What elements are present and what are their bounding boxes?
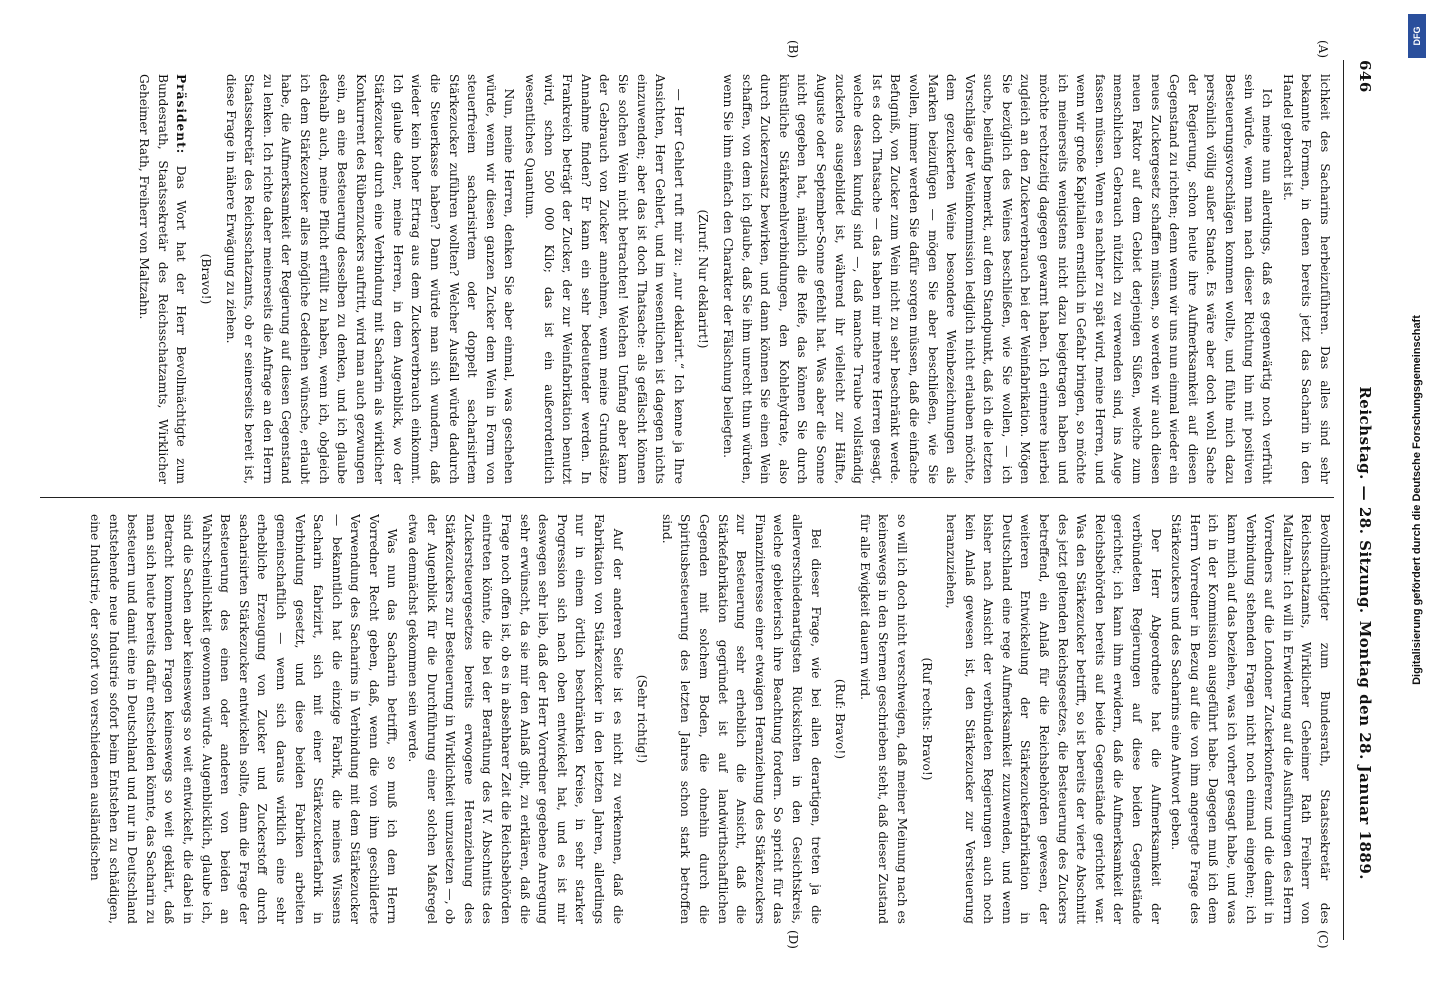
paragraph-text: Nun, meine Herren, denken Sie aber einmal, was geschehen würde, wenn wir diesen ganzen Zucker dem Wein in Form von steuerfreiem sacharisirtem oder doppelt sacharisirtem Stärkezucker zuführen wollten? Welcher Ausfall würde dadurch die Steuerkasse haben? Dann würde man sich wundern, daß wieder kein hoher Ertrag aus dem Zuckerverbrauch einkommt. Ich glaube daher, meine Herren, in dem Augenblick, wo der Stärkezucker durch eine Verbindung mit Sacharin als wirklicher Konkurrent des Rübenzuckers auftritt, wird man auch gezwungen sein, an eine Besteuerung desselben zu denken, und ich glaube deshalb auch, meine Pflicht erfüllt zu haben, wenn ich, obgleich ich dem Stärkezucker alles mögliche Gedeihen wünsche, erlaubt habe, die Aufmerksamkeit der Regierung auf diesen Gegenstand zu lenken. Ich richte daher meinerseits die Anfrage an den Herrn Staatssekretär des Reichsschatzamts, ob er seinerseits bereit ist, diese Frage in nähere Erwägung zu ziehen. [223,74,517,484]
paragraph-text: (Zuruf: Nur deklarirt!) [696,209,711,349]
paragraph-text: (Bravo!) [198,253,213,305]
paragraph-text: Ich meine nun allerdings, daß es gegenwärtig noch verfrüht sein würde, wenn man nach dieser Richtung hin mit positiven Besteuerungsvorschlägen kommen wollte, und fühle mich dazu persönlich völlig außer Stande. Es wäre aber doch wohl Sache der Regierung, schon heute ihre Aufmerksamkeit auf diesen Gegenstand zu richten; denn wenn wir uns nun einmal wieder ein neues Zuckergesetz schaffen müssen, so werden wir auch diesen neuen Faktor auf dem Gebiet derjenigen Süßen, welche zum menschlichen Gebrauch nützlich zu verwenden sind, ins Auge fassen müssen. Wenn es nachher zu spät wird, meine Herren, und wenn wir große Kapitalien ernstlich in Gefahr bringen, so möchte ich meinerseits wenigstens nicht dazu beigetragen haben und möchte rechtzeitig dagegen gewarnt haben. Ich erinnere hierbei zugleich an den Zuckerverbrauch bei der Weinfabrikation. Mögen Sie bezüglich des Weines beschließen, wie Sie wollen, — ich suche, beiläufig bemerkt, auf dem Standpunkt, daß ich die letzten Vorschläge der Weinkommission lediglich nicht erlauben möchte, dem gezuckerten Weine besondere Weinbezeichnungen als Marken beizufügen — mögen Sie aber beschließen, wie Sie wollen, immer werden Sie dafür sorgen müssen, daß die einfache Befugniß, von Zucker zum Wein nicht zu sehr beschränkt werde. Ist es doch Thatsache — das haben mir mehrere Herren gesagt, welche dessen kundig sind —, daß manche Traube vollständig zuckerlos ausgebildet ist, während ihr vielleicht zur Hälfte, Auguste oder September-Sonne gefehlt hat. Was aber die Sonne nicht gegeben hat, nämlich die Reife, das können Sie durch künstliche Stärkemehlverbindungen, den Kohlehydrate, also durch Zuckerzusatz bewirken, und dann können Sie einen Wein schaffen, von dem ich glaube, daß Sie ihm unrecht thun würden, wenn Sie ihm einfach den Charakter der Fälschung beilegten. [721,74,1275,484]
paragraph-text: Bevollmächtigter zum Bundesrath, Staatssekretär des Reichsschatzamts, Wirklicher Geheimer Rath Freiherr von Maltzahn: Ich will in Erwiderung auf die Ausführungen des Herrn Vorredners auf die Londoner Zuckerkonferenz und die damit in Verbindung stehenden Fragen nicht noch einmal eingehen; ich kann mich auf das beziehen, was ich vorher gesagt habe, und was ich in der Kommission ausgeführt habe. Dagegen muß ich dem Herrn Vorredner in Bezug auf die von ihm angeregte Frage des Stärkezuckers und des Sacharins eine Antwort geben. [1169,514,1332,924]
paragraph-text: Was nun das Sacharin betrifft, so muß ich dem Herrn Vorredner Recht geben, daß, wenn die von ihm geschilderte Verwendung des Sacharins in Verbindung mit dem Stärkezucker — bekanntlich hat die einzige Fabrik, die meines Wissens Sacharin fabrizirt, sich mit einer Stärkezuckerfabrik in Verbindung gesetzt, und diese beiden Fabriken arbeiten gemeinschaftlich — wenn sich daraus wirklich eine sehr erhebliche Erzeugung von Zucker und Zuckerstoff durch sacharisirten Stärkezucker entwickeln sollte, dann die Frage der Besteuerung des einen oder anderen von beiden an Wahrscheinlichkeit gewonnen würde. Augenblicklich, glaube ich, sind die Sachen aber keineswegs so weit entwickelt, die dabei in Betracht kommenden Fragen keineswegs so weit geklärt, daß man sich heute bereits dafür entscheiden könnte, das Sacharin zu besteuern und damit eine in Deutschland und nur in Deutschland entstehende neue Industrie sofort beim Entstehen zu schädigen, eine Industrie, der sofort von verschiedenen ausländischen [88,514,400,924]
margin-mark-d: (D) [786,930,800,949]
paragraph [942,514,1165,924]
paragraph [831,514,850,924]
paragraph [917,514,936,924]
paragraph-text: Bei dieser Frage, wie bei allen derartigen, treten ja die allerverschiedenartigsten Rücksichten in den Gesichtskreis, welche gebieterisch ihre Beachtung fordern. So spricht für das Finanzinteresse einer etwaigen Heranziehung des Stärkezuckers zur Besteuerung sehr erheblich die Ansicht, daß die Stärkefabrikation gegründet ist auf landwirthschaftlichen Gegenden mit solchem Boden, die ohnehin durch die Spiritusbesteuerung des letzten Jahres schon stark betroffen sind. [659,514,823,924]
paragraph [657,514,824,924]
paragraph-text: (Ruf: Bravo!) [833,678,848,760]
margin-mark-b: (B) [786,40,800,59]
column-divider [40,497,1334,498]
session-date: Montag den 28. Januar 1889. [1356,620,1374,880]
paragraph [520,74,687,484]
paragraph [1167,514,1334,924]
paragraph [718,74,1276,484]
paragraph [633,514,652,924]
paragraph-text: — Herr Gehlert ruft mir zu: „nur deklarirt.“ Ich kenne ja Ihre Ansichten, Herr Gehlert, und im wesentlichen ist dagegen nichts einzuwenden; aber das ist doch Thatsache: als gefälscht können Sie solchen Wein nicht betrachten! Welchen Umfang aber kann der Gebrauch von Zucker annehmen, wenn meine Grundsätze Annahme finden? Er kann ein sehr bedeutender werden. In Frankreich beträgt der Zucker, der zur Weinfabrikation benutzt wird, schon 500 000 Kilo; das ist ein außerordentlich wesentliches Quantum. [523,74,686,484]
paragraph-text: (Sehr richtig!) [635,674,650,764]
paragraph-text: Auf der anderen Seite ist es nicht zu verkennen, daß die Fabrikation von Stärkezucker in den letzten Jahren, allerdings nur in einem örtlich beschränkten Kreise, in sehr starker Progression sich nach oben entwickelt hat, und es ist mir deswegen sehr lieb, daß der Herr Vorredner gegebene Anregung sehr erwünscht, da sie mir den Anlaß gibt, zu erklären, daß die Frage noch offen ist, ob es in absehbarer Zeit die Reichsbehörden eintreten könnte, die bei der Berathung des IV. Abschnitts des Zuckersteuergesetzes bereits erwogene Heranziehung des Stärkezuckers zur Besteuerung in Wirklichkeit umzusetzen —, ob der Augenblick für die Durchführung einer solchen Maßregel etwa demnächst gekommen sein werde. [406,514,625,924]
attribution-strip [1402,0,1432,1000]
paragraph-text: Der Herr Abgeordnete hat die Aufmerksamkeit der verbündeten Regierungen auf diese beiden Gegenstände gerichtet; ich kann ihm erwidern, daß die Aufmerksamkeit der Reichsbehörden bereits auf beide Gegenstände gerichtet war. Was den Stärkezucker betrifft, so ist bereits der vierte Abschnitt des jetzt geltenden Reichsgesetzes, die Besteuerung des Zuckers betreffend, ein Anlaß für die Reichsbehörden gewesen, der weiteren Entwickelung der Stärkezuckerfabrikation in Deutschland eine rege Aufmerksamkeit zuzuwenden, und wenn bisher nach Ansicht der verbündeten Regierungen auch noch kein Anlaß gewesen ist, den Stärkezucker zur Versteuerung heranzuziehen, [944,514,1163,924]
paragraph-text: so will ich doch nicht verschweigen, daß meiner Meinung nach es keineswegs in den Sternen geschrieben steht, daß dieser Zustand für alle Ewigkeit dauern wird. [857,514,909,924]
paragraph [855,514,911,924]
attribution-text: Digitalisierung gefördert durch die Deutsche Forschungsgemeinschaft [1411,315,1423,685]
paragraph [196,74,215,484]
paragraph-text: (Ruf rechts: Bravo!) [919,657,934,781]
header-rule [1343,60,1344,940]
paragraph-text: Das Wort hat der Herr Bevollmächtigte zum Bundesrath, Staatssekretär des Reichsschatzamts, Wirklicher Geheimer Rath, Freiherr von Maltzahn. [137,74,189,484]
paragraph [221,74,519,484]
dfg-logo: DFG [1408,14,1426,58]
paragraph [694,74,713,484]
page-header [1348,60,1378,940]
speaker-label: Präsident: [174,74,189,155]
page-number: 646 [1356,60,1374,93]
paragraph [404,514,627,924]
left-text-column [40,74,1334,484]
paragraph-text: lichkeit des Sacharins herbeizuführen. Das alles sind sehr bekannte Formen, in denen bereits jetzt das Sacharin in den Handel gebracht ist. [1280,74,1332,484]
margin-mark-a: (A) [1316,40,1330,59]
right-text-column [40,514,1334,924]
paragraph [135,74,191,484]
margin-mark-c: (C) [1316,930,1330,949]
session-title: Reichstag. — 28. Sitzung. [1356,386,1374,614]
paragraph [85,514,401,924]
paragraph [1278,74,1334,484]
